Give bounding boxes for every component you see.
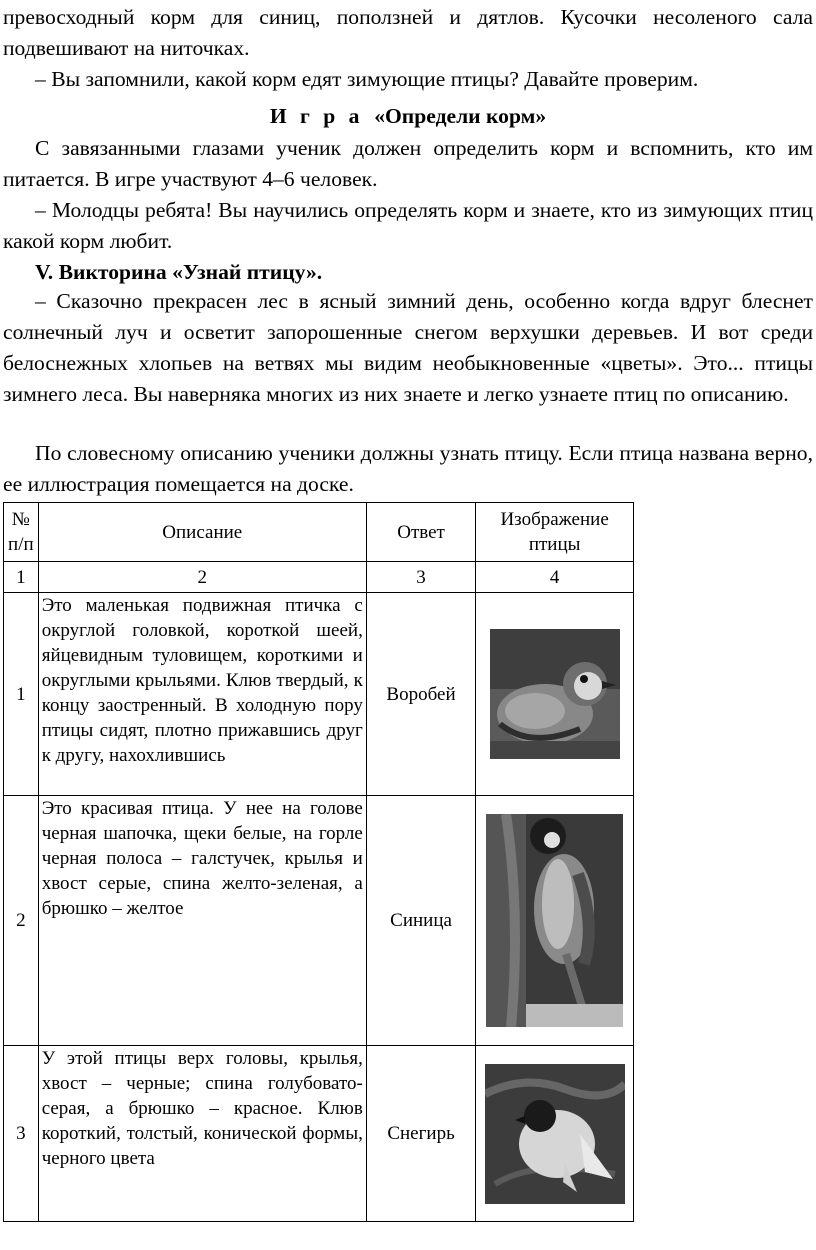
- header-number: № п/п: [4, 503, 39, 562]
- sparrow-photo: [490, 629, 620, 759]
- paragraph-instructions: По словесному описанию ученики должны узнать птицу. Если птица названа верно, ее иллюстрация помещается на доске.: [3, 441, 813, 496]
- table-row: [4, 593, 634, 796]
- paragraph-praise: – Молодцы ребята! Вы научились определять корм и знаете, кто из зимующих птиц какой корм любит.: [3, 198, 813, 253]
- row-answer: Воробей: [366, 593, 475, 796]
- tit-photo: [486, 814, 623, 1027]
- table-row: [4, 796, 634, 1046]
- column-number: 2: [38, 562, 366, 593]
- table-header-row: [4, 503, 634, 562]
- row-image-cell: [476, 593, 634, 796]
- row-description: Это красивая птица. У нее на голове черная шапочка, щеки белые, на горле черная полоса – галстучек, крылья и хвост серые, спина желто-зеленая, а брюшко – желтое: [38, 796, 366, 1046]
- game-heading-word: И г р а: [269, 104, 364, 128]
- row-image-cell: [476, 796, 634, 1046]
- paragraph-game-rules: С завязанными глазами ученик должен определить корм и вспомнить, кто им питается. В игре участвуют 4–6 человек.: [3, 136, 813, 191]
- paragraph-feed-fat: превосходный корм для синиц, поползней и дятлов. Кусочки несоленого сала подвешивают на ниточках.: [3, 5, 813, 60]
- column-number: 4: [476, 562, 634, 593]
- header-image: Изображение птицы: [476, 503, 634, 562]
- row-description: У этой птицы верх головы, крылья, хвост – черные; спина голубовато-серая, а брюшко – красное. Клюв короткий, толстый, конической формы, черного цвета: [38, 1046, 366, 1222]
- row-image-cell: [476, 1046, 634, 1222]
- column-number-row: [4, 562, 634, 593]
- bullfinch-photo: [485, 1064, 625, 1204]
- paragraph-question: – Вы запомнили, какой корм едят зимующие птицы? Давайте проверим.: [35, 67, 699, 91]
- game-heading: [0, 101, 816, 132]
- paragraph-forest: – Сказочно прекрасен лес в ясный зимний день, особенно когда вдруг блеснет солнечный луч и осветит запорошенные снегом верхушки деревьев. И вот среди белоснежных хлопьев на ветвях мы видим необыкновенные «цветы». Это... птицы зимнего леса. Вы наверняка многих из них знаете и легко узнаете птиц по описанию.: [3, 289, 813, 406]
- header-answer: Ответ: [366, 503, 475, 562]
- bird-quiz-table: [3, 502, 634, 1222]
- row-answer: Снегирь: [366, 1046, 475, 1222]
- table-row: [4, 1046, 634, 1222]
- header-description: Описание: [38, 503, 366, 562]
- row-number: 1: [4, 593, 39, 796]
- row-description: Это маленькая подвижная птичка с округлой головкой, короткой шеей, яйцевидным туловищем, короткими и округлыми крыльями. Клюв твердый, к концу заостренный. В холодную пору птицы сидят, плотно прижавшись друг к другу, нахохлившись: [38, 593, 366, 796]
- game-heading-title: «Определи корм»: [374, 104, 547, 128]
- column-number: 3: [366, 562, 475, 593]
- row-number: 3: [4, 1046, 39, 1222]
- section-heading-quiz: V. Викторина «Узнай птицу».: [35, 260, 323, 284]
- row-answer: Синица: [366, 796, 475, 1046]
- row-number: 2: [4, 796, 39, 1046]
- column-number: 1: [4, 562, 39, 593]
